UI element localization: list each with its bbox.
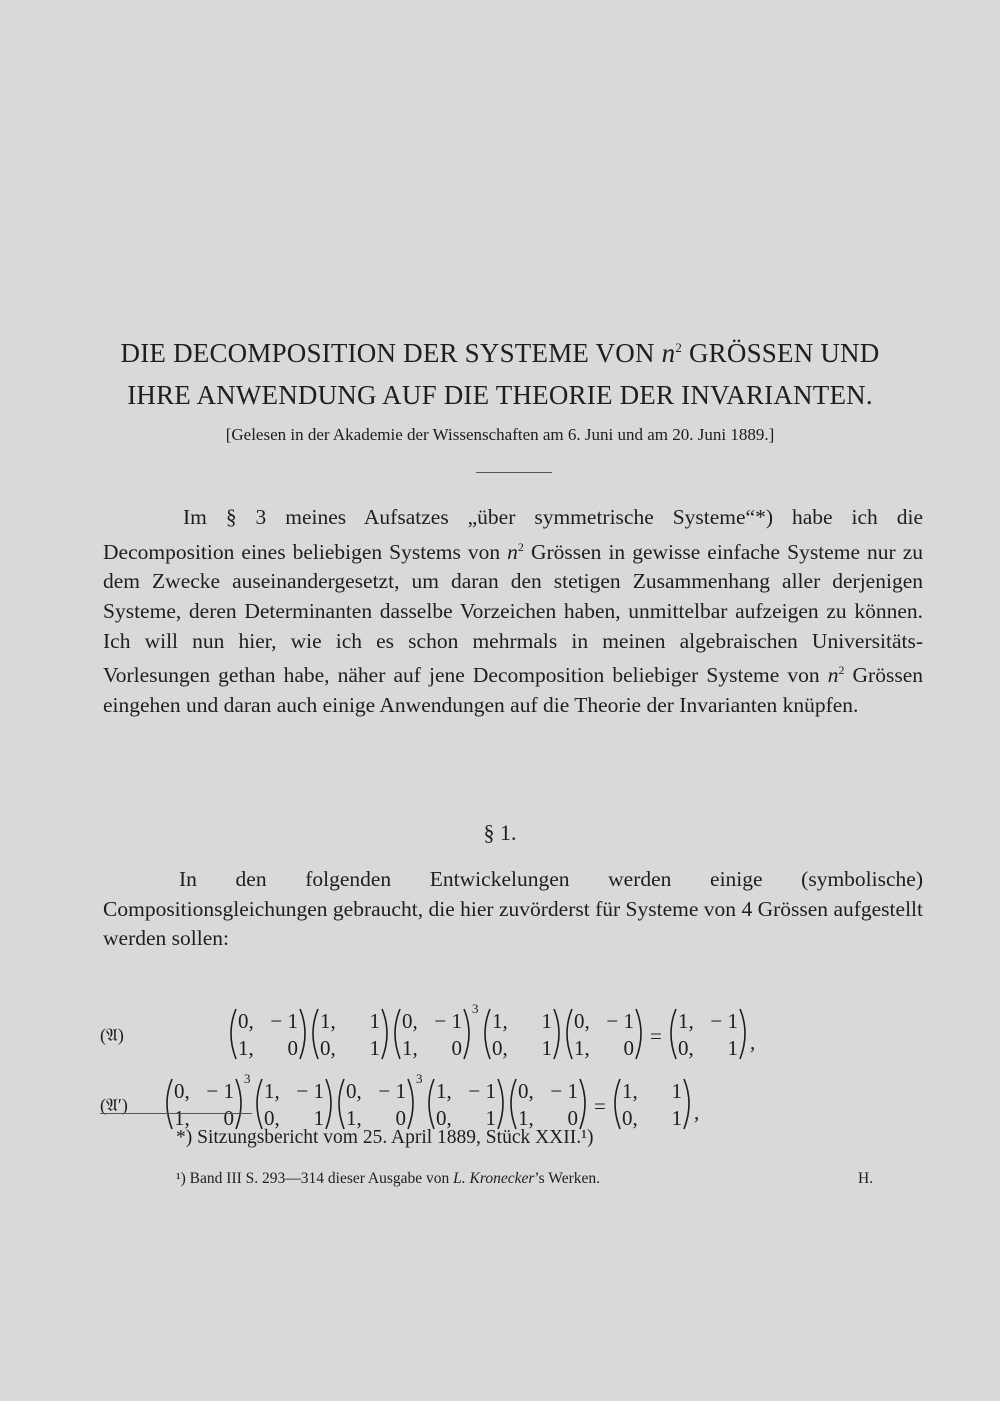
matrix-cell: 0,	[320, 1036, 336, 1060]
matrix-cell: 1,	[346, 1106, 362, 1130]
matrix-cell: 0	[623, 1036, 634, 1060]
matrix-cell: 1	[369, 1009, 380, 1033]
matrix-cell: − 1	[550, 1079, 578, 1103]
equation-trailing-comma: ,	[694, 1100, 700, 1124]
matrix-left-paren	[511, 1079, 516, 1129]
matrix-cell: − 1	[606, 1009, 634, 1033]
matrix-left-paren	[429, 1079, 434, 1129]
matrix-left-paren	[339, 1079, 344, 1129]
matrix-exponent: 3	[472, 1001, 479, 1016]
matrix-cell: 1,	[678, 1009, 694, 1033]
matrix-cell: − 1	[270, 1009, 298, 1033]
matrix-cell: 1	[369, 1036, 380, 1060]
matrix-cell: 1,	[174, 1106, 190, 1130]
matrix-left-paren	[615, 1079, 620, 1129]
matrix-cell: 0,	[574, 1009, 590, 1033]
matrix-cell: 0,	[264, 1106, 280, 1130]
matrix-cell: 1,	[622, 1079, 638, 1103]
matrix-cell: 1,	[492, 1009, 508, 1033]
matrix-cell: 1	[485, 1106, 496, 1130]
matrix-cell: 1,	[518, 1106, 534, 1130]
matrix-right-paren	[326, 1079, 331, 1129]
equation-label: (𝔄′)	[100, 1095, 128, 1115]
matrix-cell: 1	[541, 1036, 552, 1060]
equation-label: (𝔄)	[100, 1025, 124, 1045]
matrix-cell: − 1	[296, 1079, 324, 1103]
matrix-right-paren	[684, 1079, 689, 1129]
matrix-cell: − 1	[434, 1009, 462, 1033]
subtitle: [Gelesen in der Akademie der Wissenschaften am 6. Juni und am 20. Juni 1889.]	[225, 425, 775, 444]
matrix-cell: 1,	[264, 1079, 280, 1103]
matrix-right-paren	[498, 1079, 503, 1129]
matrix-cell: − 1	[710, 1009, 738, 1033]
matrix-cell: 0	[287, 1036, 298, 1060]
footnote-star: *) Sitzungsbericht vom 25. April 1889, Stück XXII.¹)	[176, 1127, 594, 1148]
matrix-right-paren	[408, 1079, 413, 1129]
matrix-cell: 0	[451, 1036, 462, 1060]
title-divider	[476, 472, 552, 473]
matrix-cell: 0,	[518, 1079, 534, 1103]
matrix-cell: 1	[727, 1036, 738, 1060]
matrix-cell: 1,	[320, 1009, 336, 1033]
matrix-cell: 0,	[174, 1079, 190, 1103]
equation-trailing-comma: ,	[750, 1030, 756, 1054]
footnote-editor: ¹) Band III S. 293—314 dieser Ausgabe von L. Kronecker’s Werken.	[176, 1170, 600, 1187]
matrix-left-paren	[167, 1079, 172, 1129]
matrix-cell: 0	[395, 1106, 406, 1130]
matrix-cell: 1	[541, 1009, 552, 1033]
matrix-right-paren	[236, 1079, 241, 1129]
section-heading: § 1.	[483, 820, 517, 845]
matrix-cell: 0,	[346, 1079, 362, 1103]
footnote-editor-mark: H.	[858, 1170, 874, 1187]
matrix-cell: 0	[567, 1106, 578, 1130]
matrix-cell: − 1	[206, 1079, 234, 1103]
matrix-cell: 0	[223, 1106, 234, 1130]
matrix-exponent: 3	[244, 1071, 251, 1086]
matrix-cell: 0,	[678, 1036, 694, 1060]
title-line-1: DIE DECOMPOSITION DER SYSTEME VON $n^2$ GRÖSSEN UND	[120, 338, 880, 368]
paragraph-intro: Im § 3 meines Aufsatzes „über symmetrische Systeme“*) habe ich die Decomposition eines beliebigen Systems von $n^2$ Grössen in gewisse einfache Systeme nur zu dem Zwecke auseinandergesetzt, um daran den stetigen Zusammenhang aller derjenigen Systeme, deren Determinanten dasselbe Vorzeichen haben, unmittelbar aufzeigen zu können. Ich will nun hier, wie ich es schon mehrmals in meinen algebraischen Universitäts-Vorlesungen gethan habe, näher auf jene Decomposition beliebiger Systeme von $n^2$ Grössen eingehen und daran auch einige Anwendungen auf die Theorie der Invarianten knüpfen.	[103, 505, 923, 717]
matrix-exponent: 3	[416, 1071, 423, 1086]
matrix-left-paren	[257, 1079, 262, 1129]
matrix-cell: − 1	[468, 1079, 496, 1103]
matrix-cell: 0,	[436, 1106, 452, 1130]
matrix-cell: 1,	[574, 1036, 590, 1060]
matrix-cell: 1,	[402, 1036, 418, 1060]
matrix-cell: 1,	[436, 1079, 452, 1103]
matrix-right-paren	[580, 1079, 585, 1129]
title-line-2: IHRE ANWENDUNG AUF DIE THEORIE DER INVARIANTEN.	[127, 380, 873, 410]
equals-sign: =	[594, 1094, 606, 1118]
matrix-cell: 1,	[238, 1036, 254, 1060]
matrix-cell: 0,	[622, 1106, 638, 1130]
matrix-cell: 0,	[492, 1036, 508, 1060]
matrix-cell: − 1	[378, 1079, 406, 1103]
matrix-cell: 0,	[238, 1009, 254, 1033]
matrix-cell: 0,	[402, 1009, 418, 1033]
paragraph-section-1: In den folgenden Entwickelungen werden einige (symbolische) Compositionsgleichungen gebraucht, die hier zuvörderst für Systeme von 4 Grössen aufgestellt werden sollen:	[103, 867, 923, 951]
matrix-cell: 1	[313, 1106, 324, 1130]
matrix-cell: 1	[671, 1079, 682, 1103]
matrix-cell: 1	[671, 1106, 682, 1130]
equals-sign: =	[650, 1024, 662, 1048]
footnote-divider	[100, 1113, 252, 1114]
